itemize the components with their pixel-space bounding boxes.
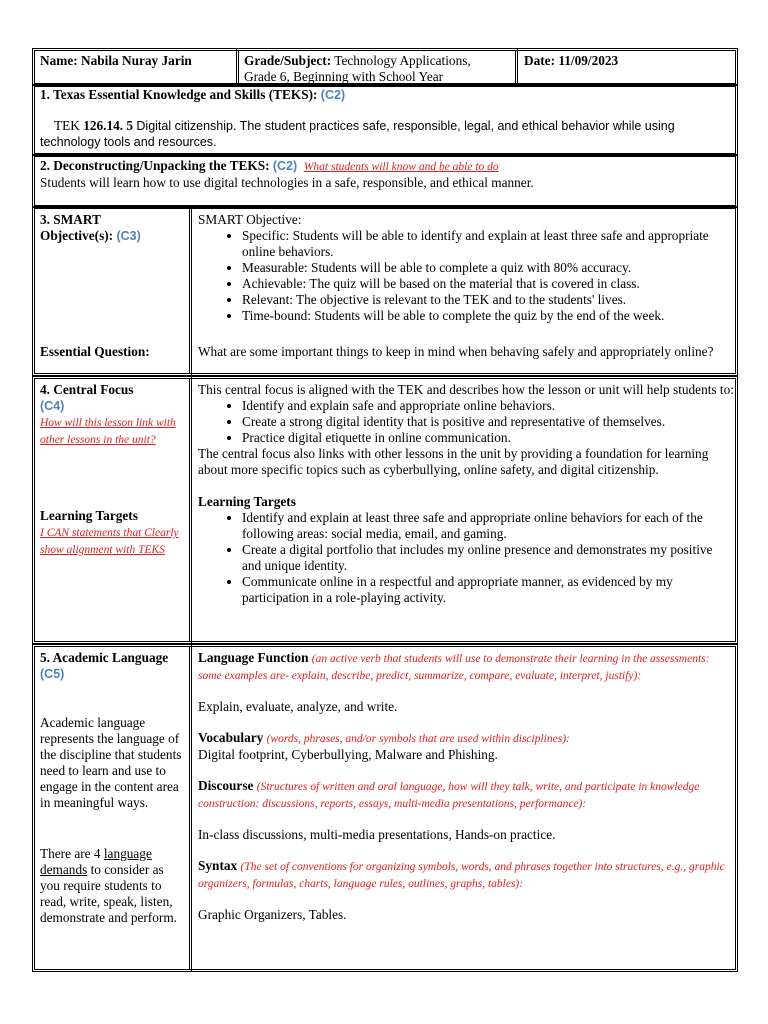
smart-content (198, 212, 734, 324)
discourse-note: (Structures of written and oral language, how will they talk, write, and participate in knowledge construction: discussions, reports, essays, multi-media presentations, performance): (198, 781, 700, 810)
unpacking-text: Students will learn how to use digital technologies in a safe, responsible, and ethical manner. (40, 175, 534, 190)
central-focus-list (198, 398, 734, 446)
smart-item-specific: • Specific: Students will be able to identify and explain at least three safe and appropriate online behaviors. (242, 228, 734, 260)
learning-targets-label-block (40, 508, 180, 558)
unpacking-code: (C2) (272, 159, 298, 173)
central-focus-note: How will this lesson link with other lessons in the unit? (40, 417, 176, 446)
unpacking-heading-text: 2. Deconstructing/Unpacking the TEKS: (40, 158, 270, 173)
central-focus-closing: The central focus also links with other lessons in the unit by providing a foundation for learning about more specific topics such as cyberbullying, online safety, and digital citizenship. (198, 446, 709, 477)
tek-number: 126.14. 5 (83, 118, 134, 133)
teks-body (40, 118, 730, 150)
academic-language-heading (40, 650, 190, 682)
academic-language-desc: Academic language represents the language of the discipline that students need to learn and use to engage in the content area in meaningful ways. (40, 715, 182, 810)
teks-code: (C2) (320, 88, 346, 102)
academic-language-code: (C5) (40, 667, 65, 681)
language-function-note: (an active verb that students will use to demonstrate their learning in the assessments: some examples are- explain, describe, predict, summarize, compare, evaluate, interpret, justify): (198, 653, 710, 682)
central-focus-item: • Practice digital etiquette in online communication. (242, 430, 734, 446)
date-label: Date: (524, 53, 556, 68)
learning-target-item: • Communicate online in a respectful and appropriate manner, as evidenced by my participation in a role-playing activity. (242, 574, 734, 606)
learning-target-item: • Create a digital portfolio that includes my online presence and demonstrates my positive and unique identity. (242, 542, 734, 574)
teks-heading (40, 87, 730, 103)
date-value: 11/09/2023 (558, 53, 619, 68)
learning-targets-note: I CAN statements that Clearly show alignment with TEKS (40, 527, 179, 556)
central-focus-heading (40, 382, 180, 448)
learning-targets-heading: Learning Targets (198, 494, 296, 509)
smart-heading-line1: 3. SMART (40, 212, 101, 227)
date-cell (524, 53, 734, 69)
central-focus-item: • Identify and explain safe and appropriate online behaviors. (242, 398, 734, 414)
learning-targets-list (198, 510, 734, 606)
central-focus-heading-text: 4. Central Focus (40, 382, 134, 397)
learning-targets-label: Learning Targets (40, 508, 138, 523)
language-function-label: Language Function (198, 650, 309, 665)
language-function-block (198, 650, 734, 684)
discourse-label: Discourse (198, 778, 254, 793)
unpacking-heading (40, 158, 730, 175)
central-focus-intro: This central focus is aligned with the TEK and describes how the lesson or unit will help students to: (198, 382, 734, 397)
smart-list (198, 228, 734, 324)
smart-code: (C3) (116, 229, 141, 243)
grade-label: Grade/Subject: (244, 53, 332, 68)
smart-item-relevant: • Relevant: The objective is relevant to the TEK and to the students' lives. (242, 292, 734, 308)
smart-item-measurable: • Measurable: Students will be able to complete a quiz with 80% accuracy. (242, 260, 734, 276)
smart-heading (40, 212, 190, 244)
tek-prefix: TEK (54, 118, 80, 133)
language-function-value: Explain, evaluate, analyze, and write. (198, 699, 398, 714)
demands-pre: There are 4 (40, 846, 101, 861)
vocabulary-block (198, 730, 734, 747)
essential-question-label: Essential Question: (40, 344, 150, 359)
vocabulary-value: Digital footprint, Cyberbullying, Malware and Phishing. (198, 747, 498, 762)
discourse-block (198, 778, 734, 812)
name-value: Nabila Nuray Jarin (81, 53, 192, 68)
language-demands-term: language demands (40, 846, 152, 877)
language-demands-block (40, 846, 186, 926)
name-label: Name: (40, 53, 78, 68)
name-cell (40, 53, 236, 69)
demands-post: to consider as you require students to read, write, speak, listen, demonstrate and perform. (40, 862, 177, 925)
smart-item-timebound: • Time-bound: Students will be able to complete the quiz by the end of the week. (242, 308, 734, 324)
discourse-value: In-class discussions, multi-media presentations, Hands-on practice. (198, 827, 556, 842)
syntax-note: (The set of conventions for organizing symbols, words, and phrases together into structures, e.g., graphic organizers, formulas, charts, language rules, outlines, graphs, tables): (198, 861, 725, 890)
vocabulary-label: Vocabulary (198, 730, 264, 745)
academic-language-heading-text: 5. Academic Language (40, 650, 169, 665)
grade-cell (244, 53, 516, 85)
central-focus-code: (C4) (40, 399, 65, 413)
learning-target-item: • Identify and explain at least three safe and appropriate online behaviors for each of the following areas: social media, email, and gaming. (242, 510, 734, 542)
syntax-block (198, 858, 734, 892)
teks-heading-text: 1. Texas Essential Knowledge and Skills (TEKS): (40, 87, 318, 102)
vocabulary-note: (words, phrases, and/or symbols that are used within disciplines): (266, 733, 570, 745)
academic-language-content (198, 650, 734, 923)
syntax-label: Syntax (198, 858, 238, 873)
syntax-value: Graphic Organizers, Tables. (198, 907, 347, 922)
unpacking-note: What students will know and be able to do (303, 161, 499, 173)
central-focus-item: • Create a strong digital identity that is positive and representative of themselves. (242, 414, 734, 430)
smart-intro: SMART Objective: (198, 212, 302, 227)
grade-value-line2: Grade 6, Beginning with School Year (244, 69, 444, 84)
smart-item-achievable: • Achievable: The quiz will be based on the material that is covered in class. (242, 276, 734, 292)
essential-question-text: What are some important things to keep in mind when behaving safely and appropriately online? (198, 344, 714, 359)
central-focus-content (198, 382, 734, 606)
grade-value-line1: Technology Applications, (334, 53, 471, 68)
smart-heading-line2: Objective(s): (40, 228, 114, 243)
tek-text: Digital citizenship. The student practices safe, responsible, legal, and ethical behavior while using technology tools and resources. (40, 119, 675, 149)
